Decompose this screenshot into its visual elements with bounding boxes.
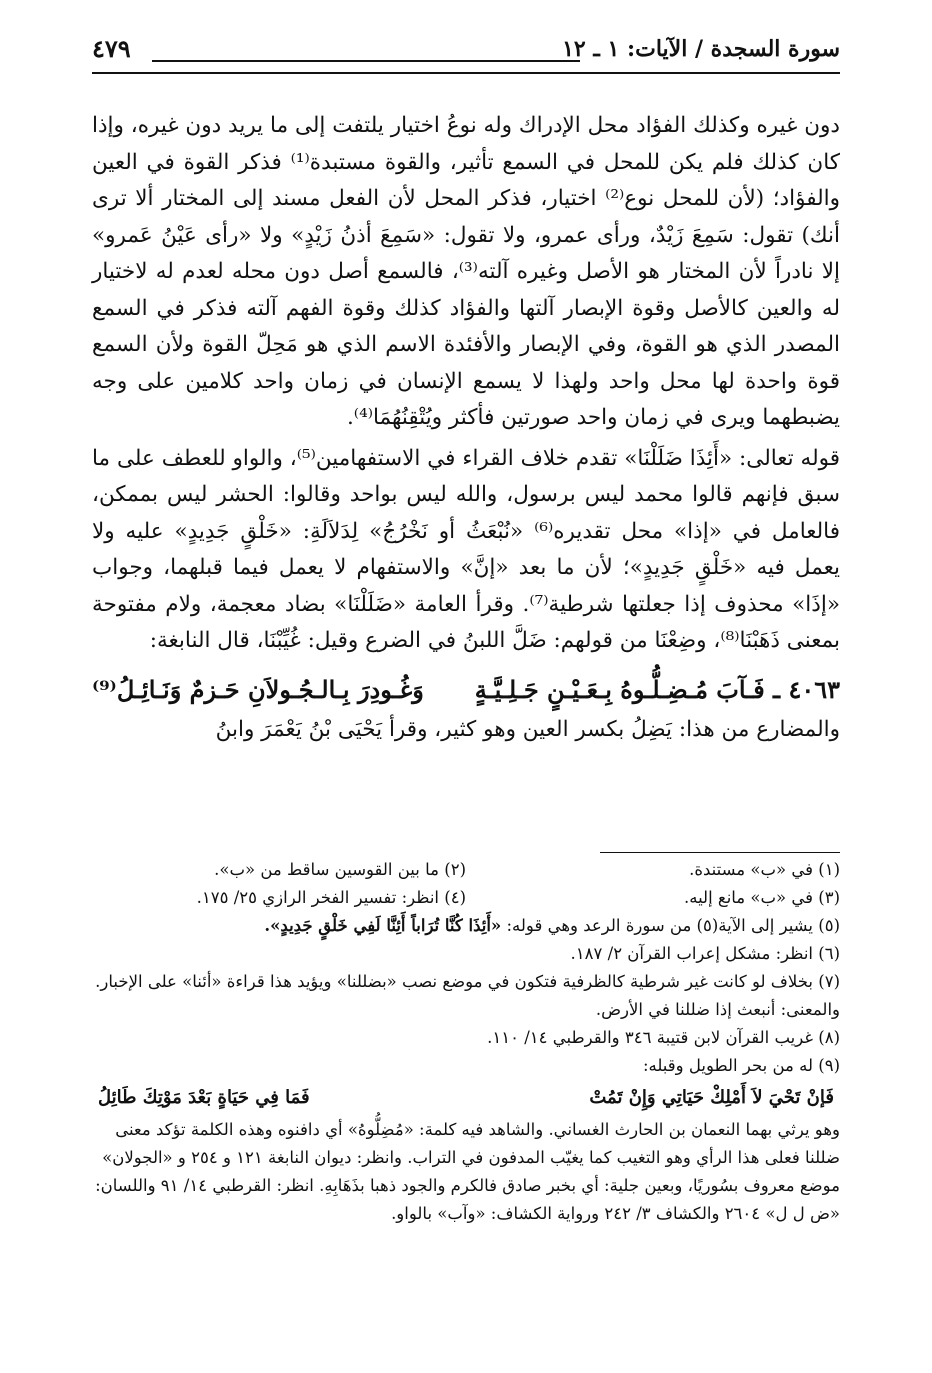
footnotes: [92, 856, 840, 1228]
footnote-5: [92, 912, 840, 940]
footnote-verse-second: فَمَا فِي حَيَاةٍ بَعْدَ مَوْتِكَ طَائِلُ: [98, 1087, 310, 1108]
footnote-5-text: (٥) يشير إلى الآية(٥) من سورة الرعد وهي قوله:: [506, 916, 840, 935]
footnote-1: (١) في «ب» مستندة.: [689, 860, 840, 879]
footnote-3: (٣) في «ب» مانع إليه.: [683, 888, 840, 907]
footnote-row: [92, 884, 840, 912]
footnote-9-commentary: وهو يرثي بهما النعمان بن الحارث الغساني. والشاهد فيه كلمة: «مُضِلُّوهُ» أي دافنوه وهذه الكلمة تؤكد معنى ضللنا فعلى هذا الرأي وهو التغيب كما يغيّب المدفون في التراب. وانظر: ديوان النابغة ١٢١ و ٢٥٤ و «الجولان» موضع معروف بسُوريًا، وبعين جلية: أي بخبر صادق فالكرم والجود ذهبا بذَهَابِهِ. انظر: القرطبي ١٤/ ٩١ واللسان: «ض ل ل» ٢٦٠٤ والكشاف ٣/ ٢٤٢ ورواية الكشاف: «وآب» بالواو.: [95, 1120, 840, 1223]
running-title: سورة السجدة / الآيات: ١ ـ ١٢: [562, 36, 840, 62]
footnote-separator: [600, 852, 840, 853]
verse-first-hemistich: ٤٠٦٣ ـ فَـآبَ مُـضِـلُّـوهُ بِـعَـيْـنٍ جَـلِـيَّـةٍ: [474, 674, 840, 704]
footnote-verse-first: فَإنْ تَحْيَ لاَ أَمْلِكْ حَيَاتِي وَإِنْ تَمُتْ: [589, 1087, 834, 1108]
paragraph-3: والمضارع من هذا: يَضِلُ بكسر العين وهو كثير، وقرأ يَحْيَى بْنُ يَعْمَرَ وابنُ: [215, 716, 840, 742]
header-rule: [152, 60, 580, 62]
paragraph-1: دون غيره وكذلك الفؤاد محل الإدراك وله نوعُ اختيار يلتفت إلى ما يريد دون غيره، وإذا كان كذلك فلم يكن للمحل في السمع تأثير، والقوة مستبدة⁽¹⁾ فذكر القوة في العين والفؤاد؛ (لأن للمحل نوع⁽²⁾ اختيار، فذكر المحل لأن الفعل مسند إلى المختار ألا ترى أنك) تقول: سَمِعَ زَيْدٌ، ورأى عمرو، ولا تقول: «سَمِعَ أذنُ زَيْدٍ» ولا «رأى عَيْنُ عَمرو» إلا نادراً لأن المختار هو الأصل وغيره آلته⁽³⁾، فالسمع أصل دون محله لعدم له لاختيار له والعين كالأصل وقوة الإبصار آلتها والفؤاد كذلك وقوة الفهم آلته فذكر في السمع المصدر الذي هو القوة، وفي الإبصار والأفئدة الاسم الذي هو مَحِلّ القوة ولأن السمع قوة واحدة لها محل واحد ولهذا لا يسمع الإنسان في زمان واحد كلامين على وجه يضبطهما ويرى في زمان واحد صورتين فأكثر ويُتْقِنُهُمَا⁽⁴⁾.: [92, 113, 841, 430]
poetry-verse: [92, 670, 840, 710]
page-number: ٤٧٩: [92, 34, 131, 63]
footnote-verse: [92, 1084, 840, 1112]
footnote-5-quote: «أَئِذَا كُنَّا تُرَاباً أَئِنَّا لَفِي خَلْقٍ جَدِيدٍ».: [264, 916, 502, 935]
footnote-row: [92, 856, 840, 884]
footnote-7: (٧) بخلاف لو كانت غير شرطية كالظرفية فتكون في موضع نصب «بضللنا» ويؤيد هذا قراءة «أئنا» على الإخبار. والمعنى: أنبعث إذا ضللنا في الأرض.: [95, 972, 840, 1019]
paragraph-2: قوله تعالى: «أَئِذَا ضَلَلْنَا» تقدم خلاف القراء في الاستفهامين⁽⁵⁾، والواو للعطف على ما سبق فإنهم قالوا محمد ليس برسول، والله ليس بواحد وقالوا: الحشر ليس بممكن، فالعامل في «إذا» محل تقديره⁽⁶⁾ «نُبْعَثُ أو نَخْرُجُ» لِدَلاَلَةِ: «خَلْقٍ جَدِيدٍ» عليه ولا يعمل فيه «خَلْقٍ جَدِيدٍ»؛ لأن ما بعد «إنَّ» والاستفهام لا يعمل فيما قبلهما، وجواب «إذَا» محذوف إذا جعلتها شرطية⁽⁷⁾. وقرأ العامة «ضَلَلْنَا» بضاد معجمة، ولام مفتوحة بمعنى ذَهَبْنَا⁽⁸⁾، وضِعْنَا من قولهم: ضَلَّ اللبنُ في الضرع وقيل: غُيِّبْنَا، قال النابغة:: [92, 445, 841, 653]
page-header: [92, 34, 840, 74]
footnote-8: (٨) غريب القرآن لابن قتيبة ٣٤٦ والقرطبي ١٤/ ١١٠.: [487, 1028, 840, 1047]
footnote-2: (٢) ما بين القوسين ساقط من «ب».: [214, 860, 466, 879]
verse-second-hemistich: وَغُـودِرَ بِـالـجُـولاَنِ حَـزمٌ وَنَـائِـلُ⁽⁹⁾: [92, 674, 424, 704]
header-underline: [92, 72, 840, 74]
footnote-9: (٩) له من بحر الطويل وقبله:: [642, 1056, 840, 1075]
footnote-4: (٤) انظر: تفسير الفخر الرازي ٢٥/ ١٧٥.: [196, 888, 466, 907]
main-text: [92, 108, 840, 748]
footnote-6: (٦) انظر: مشكل إعراب القرآن ٢/ ١٨٧.: [570, 944, 840, 963]
